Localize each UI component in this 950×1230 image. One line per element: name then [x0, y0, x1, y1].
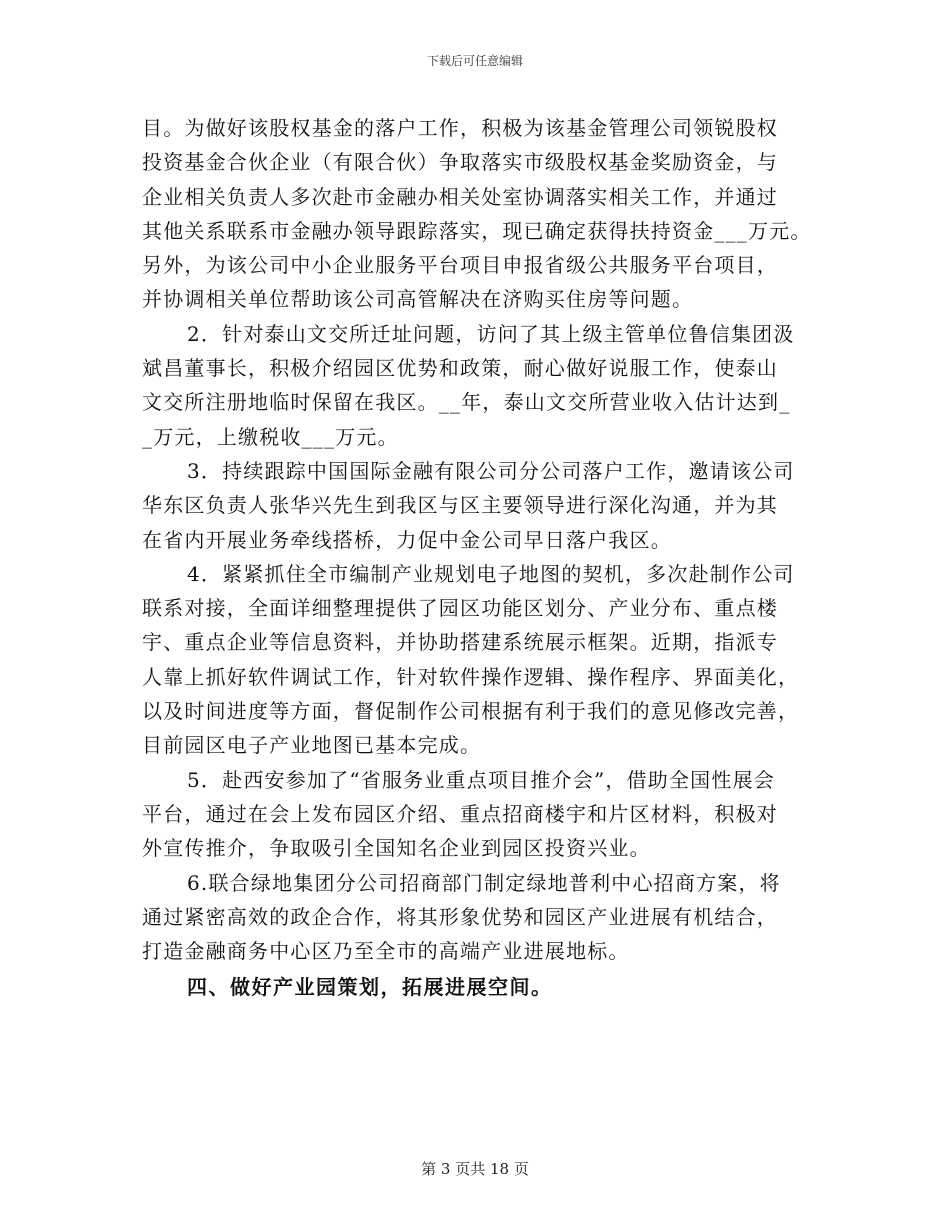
paragraph-start-line: 5．赴西安参加了“省服务业重点项目推介会”，借助全国性展会 [187, 767, 775, 792]
page-number: 第 3 页共 18 页 [421, 1160, 529, 1178]
paragraph-start-line: 6.联合绿地集团分公司招商部门制定绿地普利中心招商方案，将 [187, 870, 781, 895]
body-line: 宇、重点企业等信息资料，并协助搭建系统展示框架。近期，指派专 [142, 630, 778, 655]
body-line: 华东区负责人张华兴先生到我区与区主要领导进行深化沟通，并为其 [142, 493, 778, 518]
body-line: 外宣传推介，争取吸引全国知名企业到园区投资兴业。 [142, 836, 651, 861]
body-line: 打造金融商务中心区乃至全市的高端产业进展地标。 [142, 939, 630, 964]
body-line: 另外，为该公司中小企业服务平台项目申报省级公共服务平台项目， [142, 253, 778, 278]
body-line: 人靠上抓好软件调试工作，针对软件操作逻辑、操作程序、界面美化， [142, 664, 800, 689]
body-line: 通过紧密高效的政企合作，将其形象优势和园区产业进展有机结合， [142, 904, 778, 929]
body-line: 斌昌董事长，积极介绍园区优势和政策，耐心做好说服工作，使泰山 [142, 356, 778, 381]
body-line: 企业相关负责人多次赴市金融办相关处室协调落实相关工作，并通过 [142, 184, 778, 209]
body-line: 目。为做好该股权基金的落户工作，积极为该基金管理公司领锐股权 [142, 116, 778, 140]
body-line: 其他关系联系市金融办领导跟踪落实，现已确定获得扶持资金___万元。 [142, 218, 812, 243]
body-line: 平台，通过在会上发布园区介绍、重点招商楼宇和片区材料，积极对 [142, 801, 778, 826]
paragraph-start-line: 3．持续跟踪中国国际金融有限公司分公司落户工作，邀请该公司 [187, 458, 795, 483]
paragraph-start-line: 4．紧紧抓住全市编制产业规划电子地图的契机，多次赴制作公司 [187, 561, 795, 586]
body-line: 目前园区电子产业地图已基本完成。 [142, 733, 482, 758]
section-heading: 四、做好产业园策划，拓展进展空间。 [187, 975, 553, 1000]
body-line: 以及时间进度等方面，督促制作公司根据有利于我们的意见修改完善， [142, 699, 800, 724]
body-line: 联系对接，全面详细整理提供了园区功能区划分、产业分布、重点楼 [142, 596, 778, 621]
body-line: _万元，上缴税收___万元。 [142, 424, 399, 449]
body-line: 投资基金合伙企业（有限合伙）争取落实市级股权基金奖励资金，与 [142, 150, 778, 175]
body-line: 在省内开展业务牵线搭桥，力促中金公司早日落户我区。 [142, 527, 672, 552]
page-header: 下载后可任意编辑 [426, 54, 523, 68]
paragraph-start-line: 2．针对泰山文交所迁址问题，访问了其上级主管单位鲁信集团汲 [187, 321, 795, 346]
document-body [142, 111, 812, 1005]
body-line: 文交所注册地临时保留在我区。__年，泰山文交所营业收入估计达到_ [142, 390, 791, 415]
body-line: 并协调相关单位帮助该公司高管解决在济购买住房等问题。 [142, 287, 694, 312]
